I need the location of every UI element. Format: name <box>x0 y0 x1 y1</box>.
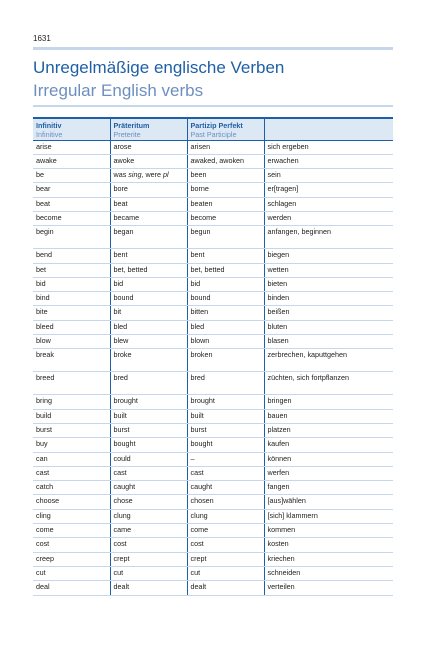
infinitive-cell: can <box>33 452 110 466</box>
preterite-cell: crept <box>110 552 187 566</box>
table-row <box>33 509 393 523</box>
header-translation <box>264 118 393 140</box>
participle-cell: clung <box>187 509 264 523</box>
participle-cell: bled <box>187 320 264 334</box>
translation-cell: beißen <box>264 306 393 320</box>
table-row <box>33 277 393 291</box>
preterite-cell: broke <box>110 349 187 372</box>
preterite-cell: was sing, were pl <box>110 169 187 183</box>
participle-cell: borne <box>187 183 264 197</box>
infinitive-cell: awake <box>33 154 110 168</box>
table-body <box>33 140 393 595</box>
infinitive-cell: bite <box>33 306 110 320</box>
translation-cell: binden <box>264 292 393 306</box>
translation-cell: bringen <box>264 395 393 409</box>
participle-cell: dealt <box>187 581 264 595</box>
top-rule <box>33 47 393 50</box>
preterite-cell: caught <box>110 481 187 495</box>
translation-cell: anfangen, beginnen <box>264 226 393 249</box>
title-rule <box>33 105 393 107</box>
translation-cell: schlagen <box>264 197 393 211</box>
header-label-en: Past Participle <box>190 130 237 139</box>
infinitive-cell: begin <box>33 226 110 249</box>
preterite-cell: could <box>110 452 187 466</box>
participle-cell: cast <box>187 466 264 480</box>
table-row <box>33 197 393 211</box>
table-row <box>33 395 393 409</box>
table-row <box>33 466 393 480</box>
translation-cell: bauen <box>264 409 393 423</box>
table-row <box>33 566 393 580</box>
participle-cell: become <box>187 211 264 225</box>
translation-cell: platzen <box>264 423 393 437</box>
preterite-cell: bore <box>110 183 187 197</box>
preterite-cell: bit <box>110 306 187 320</box>
table-row <box>33 481 393 495</box>
participle-cell: bet, betted <box>187 263 264 277</box>
infinitive-cell: become <box>33 211 110 225</box>
table-row <box>33 423 393 437</box>
infinitive-cell: blow <box>33 335 110 349</box>
preterite-cell: burst <box>110 423 187 437</box>
infinitive-cell: breed <box>33 372 110 395</box>
table-row <box>33 320 393 334</box>
translation-cell: wetten <box>264 263 393 277</box>
preterite-cell: built <box>110 409 187 423</box>
translation-cell: werden <box>264 211 393 225</box>
preterite-cell: arose <box>110 140 187 154</box>
table-row <box>33 409 393 423</box>
translation-cell: werfen <box>264 466 393 480</box>
participle-cell: bid <box>187 277 264 291</box>
translation-cell: bieten <box>264 277 393 291</box>
header-label-en: Infinitive <box>36 130 63 139</box>
title-english: Irregular English verbs <box>33 81 204 100</box>
preterite-cell: dealt <box>110 581 187 595</box>
table-row <box>33 306 393 320</box>
translation-cell: sich ergeben <box>264 140 393 154</box>
infinitive-cell: bend <box>33 249 110 263</box>
table-row <box>33 552 393 566</box>
participle-cell: begun <box>187 226 264 249</box>
table-row <box>33 349 393 372</box>
translation-cell: züchten, sich fortpflanzen <box>264 372 393 395</box>
participle-cell: broken <box>187 349 264 372</box>
preterite-cell: cast <box>110 466 187 480</box>
infinitive-cell: bear <box>33 183 110 197</box>
participle-cell: crept <box>187 552 264 566</box>
preterite-cell: bid <box>110 277 187 291</box>
header-label-en: Preterite <box>113 130 141 139</box>
preterite-cell: bound <box>110 292 187 306</box>
participle-cell: bound <box>187 292 264 306</box>
table-row <box>33 226 393 249</box>
table-row <box>33 438 393 452</box>
table-row <box>33 538 393 552</box>
participle-cell: awaked, awoken <box>187 154 264 168</box>
header-preterite <box>110 118 187 140</box>
preterite-cell: began <box>110 226 187 249</box>
translation-cell: können <box>264 452 393 466</box>
infinitive-cell: bet <box>33 263 110 277</box>
table-row <box>33 249 393 263</box>
infinitive-cell: buy <box>33 438 110 452</box>
preterite-cell: came <box>110 524 187 538</box>
translation-cell: schneiden <box>264 566 393 580</box>
translation-cell: kommen <box>264 524 393 538</box>
preterite-cell: bent <box>110 249 187 263</box>
infinitive-cell: creep <box>33 552 110 566</box>
header-past-participle <box>187 118 264 140</box>
table-row <box>33 372 393 395</box>
participle-cell: bought <box>187 438 264 452</box>
title-german: Unregelmäßige englische Verben <box>33 58 285 77</box>
translation-cell: fangen <box>264 481 393 495</box>
preterite-cell: cut <box>110 566 187 580</box>
table-header <box>33 118 393 140</box>
translation-cell: [aus]wählen <box>264 495 393 509</box>
infinitive-cell: choose <box>33 495 110 509</box>
participle-cell: been <box>187 169 264 183</box>
participle-cell: cost <box>187 538 264 552</box>
preterite-cell: became <box>110 211 187 225</box>
preterite-cell: bought <box>110 438 187 452</box>
header-label-de: Infinitiv <box>36 121 62 130</box>
infinitive-cell: bleed <box>33 320 110 334</box>
participle-cell: caught <box>187 481 264 495</box>
infinitive-cell: bring <box>33 395 110 409</box>
preterite-cell: beat <box>110 197 187 211</box>
preterite-cell: chose <box>110 495 187 509</box>
preterite-cell: blew <box>110 335 187 349</box>
preterite-cell: awoke <box>110 154 187 168</box>
infinitive-cell: come <box>33 524 110 538</box>
translation-cell: kriechen <box>264 552 393 566</box>
infinitive-cell: break <box>33 349 110 372</box>
infinitive-cell: bid <box>33 277 110 291</box>
participle-cell: beaten <box>187 197 264 211</box>
preterite-cell: bred <box>110 372 187 395</box>
participle-cell: arisen <box>187 140 264 154</box>
infinitive-cell: bind <box>33 292 110 306</box>
table-row <box>33 292 393 306</box>
participle-cell: built <box>187 409 264 423</box>
preterite-cell: brought <box>110 395 187 409</box>
participle-cell: bred <box>187 372 264 395</box>
table-row <box>33 524 393 538</box>
participle-cell: cut <box>187 566 264 580</box>
translation-cell: verteilen <box>264 581 393 595</box>
infinitive-cell: deal <box>33 581 110 595</box>
infinitive-cell: cling <box>33 509 110 523</box>
translation-cell: sein <box>264 169 393 183</box>
table-row <box>33 169 393 183</box>
preterite-cell: clung <box>110 509 187 523</box>
translation-cell: erwachen <box>264 154 393 168</box>
preterite-cell: bet, betted <box>110 263 187 277</box>
translation-cell: biegen <box>264 249 393 263</box>
table-row <box>33 452 393 466</box>
table-row <box>33 183 393 197</box>
infinitive-cell: beat <box>33 197 110 211</box>
infinitive-cell: build <box>33 409 110 423</box>
header-infinitive <box>33 118 110 140</box>
participle-cell: blown <box>187 335 264 349</box>
participle-cell: come <box>187 524 264 538</box>
translation-cell: kaufen <box>264 438 393 452</box>
header-label-de: Partizip Perfekt <box>190 121 243 130</box>
participle-cell: bitten <box>187 306 264 320</box>
infinitive-cell: catch <box>33 481 110 495</box>
table-row <box>33 263 393 277</box>
participle-cell: brought <box>187 395 264 409</box>
translation-cell: [sich] klammern <box>264 509 393 523</box>
table-row <box>33 495 393 509</box>
table-row <box>33 335 393 349</box>
infinitive-cell: be <box>33 169 110 183</box>
participle-cell: chosen <box>187 495 264 509</box>
table-row <box>33 581 393 595</box>
preterite-cell: cost <box>110 538 187 552</box>
irregular-verbs-table <box>33 117 393 596</box>
translation-cell: blasen <box>264 335 393 349</box>
page-number: 1631 <box>33 34 51 43</box>
table-row <box>33 154 393 168</box>
translation-cell: kosten <box>264 538 393 552</box>
infinitive-cell: cast <box>33 466 110 480</box>
preterite-cell: bled <box>110 320 187 334</box>
infinitive-cell: burst <box>33 423 110 437</box>
participle-cell: burst <box>187 423 264 437</box>
translation-cell: zerbrechen, kaputtgehen <box>264 349 393 372</box>
table-row <box>33 211 393 225</box>
infinitive-cell: cost <box>33 538 110 552</box>
translation-cell: er[tragen] <box>264 183 393 197</box>
infinitive-cell: arise <box>33 140 110 154</box>
participle-cell: bent <box>187 249 264 263</box>
infinitive-cell: cut <box>33 566 110 580</box>
header-label-de: Präteritum <box>113 121 150 130</box>
table-row <box>33 140 393 154</box>
translation-cell: bluten <box>264 320 393 334</box>
participle-cell: – <box>187 452 264 466</box>
